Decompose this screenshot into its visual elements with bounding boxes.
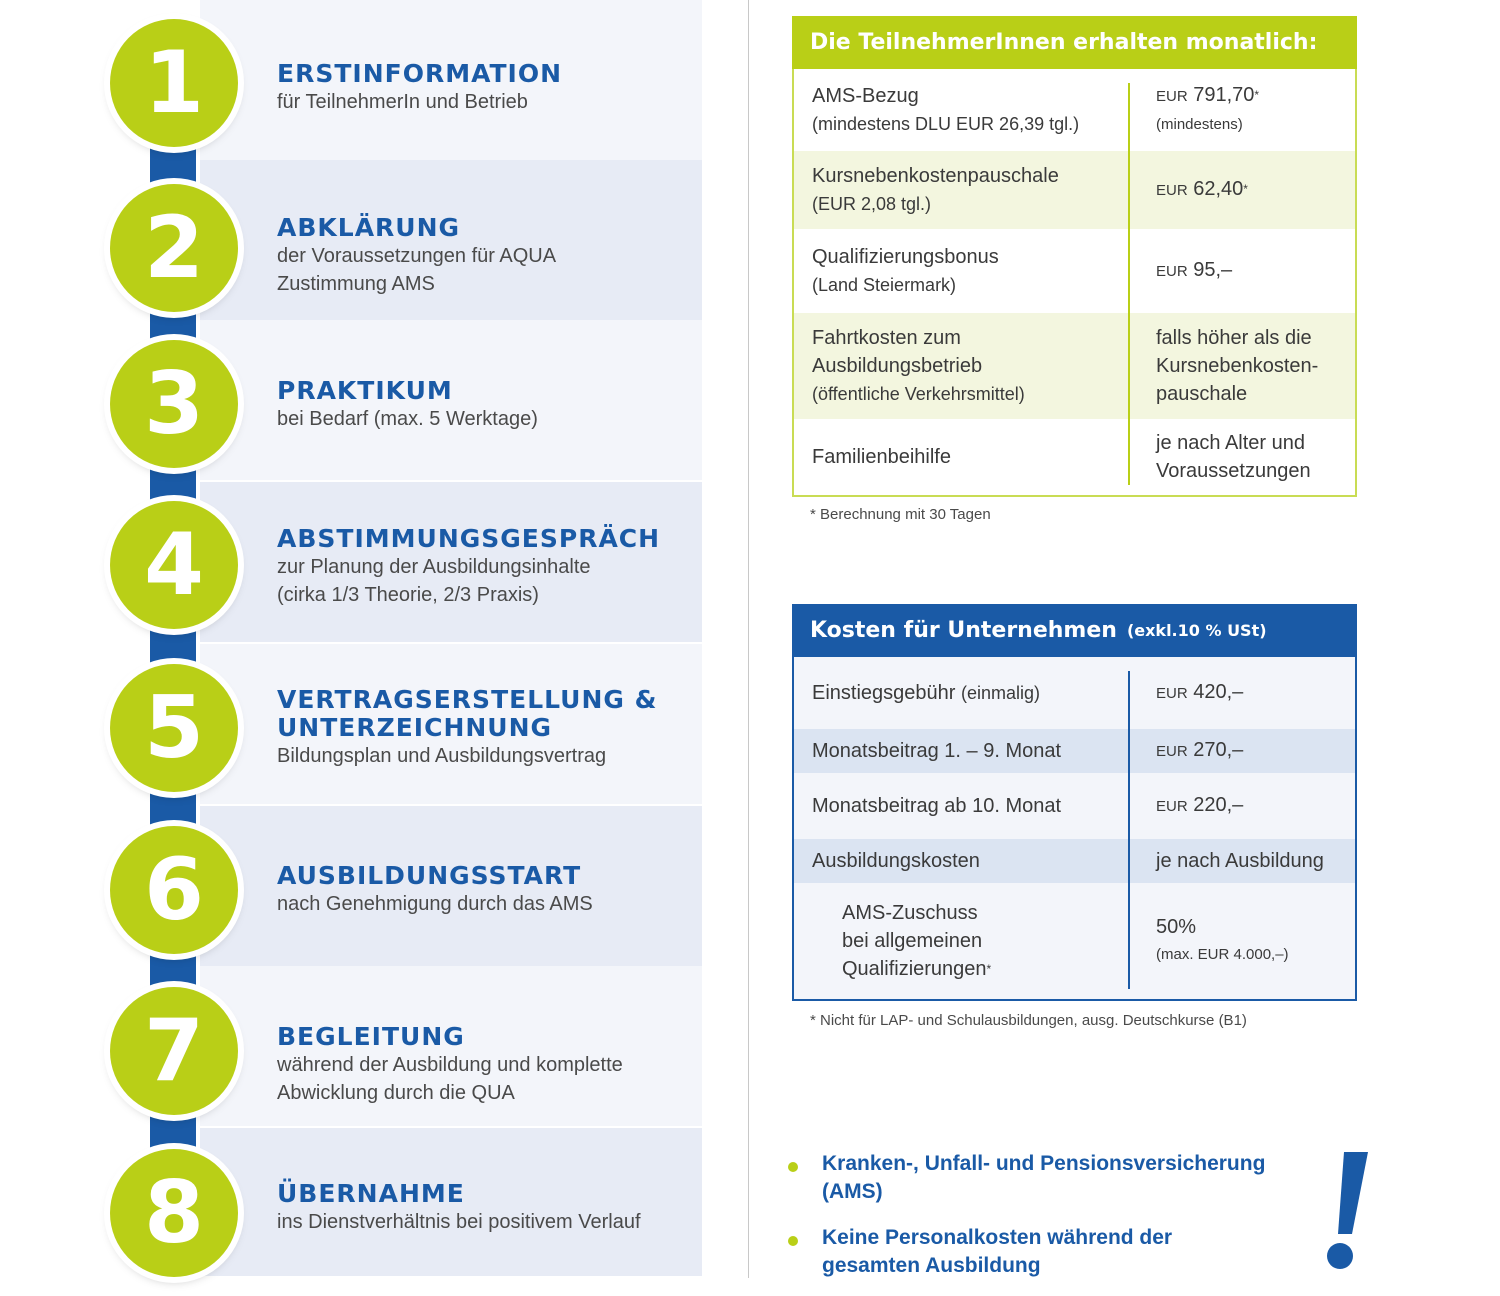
participants-footnote: * Berechnung mit 30 Tagen [810,506,991,523]
table-row [794,69,1355,151]
table-row [794,773,1355,839]
step-number-1: 1 [110,19,238,147]
step-3 [277,377,692,433]
step-title: PRAKTIKUM [277,376,453,405]
step-number-2: 2 [110,184,238,312]
step-description: für TeilnehmerIn und Betrieb [277,91,528,113]
step-number-5: 5 [110,664,238,792]
row-value-note: (max. EUR 4.000,–) [1156,946,1289,963]
row-label: Qualifizierungen [842,958,987,980]
row-value: Voraussetzungen [1156,460,1311,482]
row-label: Ausbildungskosten [812,850,980,872]
table-row [794,229,1355,313]
step-4 [277,525,692,609]
row-sublabel: (EUR 2,08 tgl.) [812,194,932,214]
row-sublabel: (Land Steiermark) [812,275,957,295]
benefits-list [788,1150,1328,1296]
step-5 [277,686,692,770]
row-label: AMS-Bezug [812,85,919,107]
row-value: je nach Ausbildung [1156,850,1324,872]
step-title: BEGLEITUNG [277,1022,465,1051]
step-title: ABSTIMMUNGSGESPRÄCH [277,524,661,553]
row-label: Einstiegsgebühr [812,682,956,704]
step-description: zur Planung der Ausbildungsinhalte [277,556,591,578]
bullet-text: (AMS) [822,1180,883,1203]
step-description: Bildungsplan und Ausbildungsvertrag [277,745,607,767]
participants-table-title: Die TeilnehmerInnen erhalten monatlich: [792,16,1357,69]
column-divider [748,0,749,1278]
step-number-6: 6 [110,826,238,954]
table-row [794,839,1355,883]
company-table-title-note: (exkl.10 % USt) [1126,621,1267,640]
step-number-7: 7 [110,987,238,1115]
row-label: Monatsbeitrag ab 10. Monat [812,795,1062,817]
step-title: ABKLÄRUNG [277,213,461,242]
step-title: AUSBILDUNGSSTART [277,861,582,890]
step-title-line-2: UNTERZEICHNUNG [277,713,553,742]
step-1 [277,60,692,116]
step-number-8: 8 [110,1149,238,1277]
step-2 [277,214,692,298]
table-row [794,657,1355,729]
step-number-4: 4 [110,501,238,629]
row-label: bei allgemeinen [842,930,983,952]
bullet-dot-icon [788,1162,798,1172]
column-separator [1128,83,1130,485]
footnote-marker: * [1254,88,1260,102]
bullet-text: gesamten Ausbildung [822,1254,1041,1277]
bullet-dot-icon [788,1236,798,1246]
row-value: 270,– [1193,739,1244,761]
currency-label: EUR [1156,263,1188,280]
table-row [794,151,1355,229]
currency-label: EUR [1156,182,1188,199]
step-description: ins Dienstverhältnis bei positivem Verlauf [277,1211,641,1233]
row-label: Ausbildungsbetrieb [812,355,983,377]
row-value: 420,– [1193,681,1244,703]
step-title: VERTRAGSERSTELLUNG & [277,685,658,714]
footnote-marker: * [986,962,992,976]
row-value: 50% [1156,916,1197,938]
step-7 [277,1023,692,1107]
column-separator [1128,671,1130,989]
row-label: Kursnebenkostenpauschale [812,165,1059,187]
row-value: 220,– [1193,794,1244,816]
row-value: falls höher als die [1156,327,1312,349]
bullet-text: Kranken-, Unfall- und Pensionsversicherung [822,1152,1266,1175]
step-description: nach Genehmigung durch das AMS [277,893,593,915]
step-description: bei Bedarf (max. 5 Werktage) [277,408,538,430]
participants-table [792,16,1357,497]
bullet-text: Keine Personalkosten während der [822,1226,1173,1249]
row-label-note: (einmalig) [961,683,1041,703]
company-footnote: * Nicht für LAP- und Schulausbildungen, ausg. Deutschkurse (B1) [810,1012,1247,1029]
row-label: AMS-Zuschuss [842,902,978,924]
step-description: (cirka 1/3 Theorie, 2/3 Praxis) [277,584,539,606]
currency-label: EUR [1156,798,1188,815]
step-title: ÜBERNAHME [277,1179,465,1208]
company-table-header [792,604,1357,657]
row-value: 95,– [1193,259,1233,281]
row-value: Kursnebenkosten- [1156,355,1319,377]
row-label: Familienbeihilfe [812,446,951,468]
list-item [788,1224,1328,1280]
step-6 [277,862,692,918]
table-row [794,883,1355,999]
step-description: Zustimmung AMS [277,273,435,295]
exclamation-icon [1322,1152,1372,1272]
company-table-title: Kosten für Unternehmen [810,618,1117,643]
row-sublabel: (öffentliche Verkehrsmittel) [812,384,1025,404]
row-value-note: (mindestens) [1156,116,1243,133]
table-row [794,729,1355,773]
step-description: während der Ausbildung und komplette [277,1054,623,1076]
step-description: Abwicklung durch die QUA [277,1082,515,1104]
list-item [788,1150,1328,1206]
table-row [794,313,1355,419]
step-8 [277,1180,692,1236]
currency-label: EUR [1156,685,1188,702]
row-value: pauschale [1156,383,1248,405]
row-value: je nach Alter und [1156,432,1305,454]
company-costs-table [792,604,1357,1001]
row-label: Monatsbeitrag 1. – 9. Monat [812,740,1062,762]
row-value: 791,70 [1193,84,1255,106]
table-row [794,419,1355,495]
footnote-marker: * [1243,182,1248,196]
process-steps [0,0,705,1296]
row-label: Qualifizierungsbonus [812,246,999,268]
currency-label: EUR [1156,88,1188,105]
currency-label: EUR [1156,743,1188,760]
step-description: der Voraussetzungen für AQUA [277,245,557,267]
row-label: Fahrtkosten zum [812,327,961,349]
step-title: ERSTINFORMATION [277,59,563,88]
row-sublabel: (mindestens DLU EUR 26,39 tgl.) [812,114,1080,134]
step-number-3: 3 [110,340,238,468]
row-value: 62,40 [1193,178,1244,200]
